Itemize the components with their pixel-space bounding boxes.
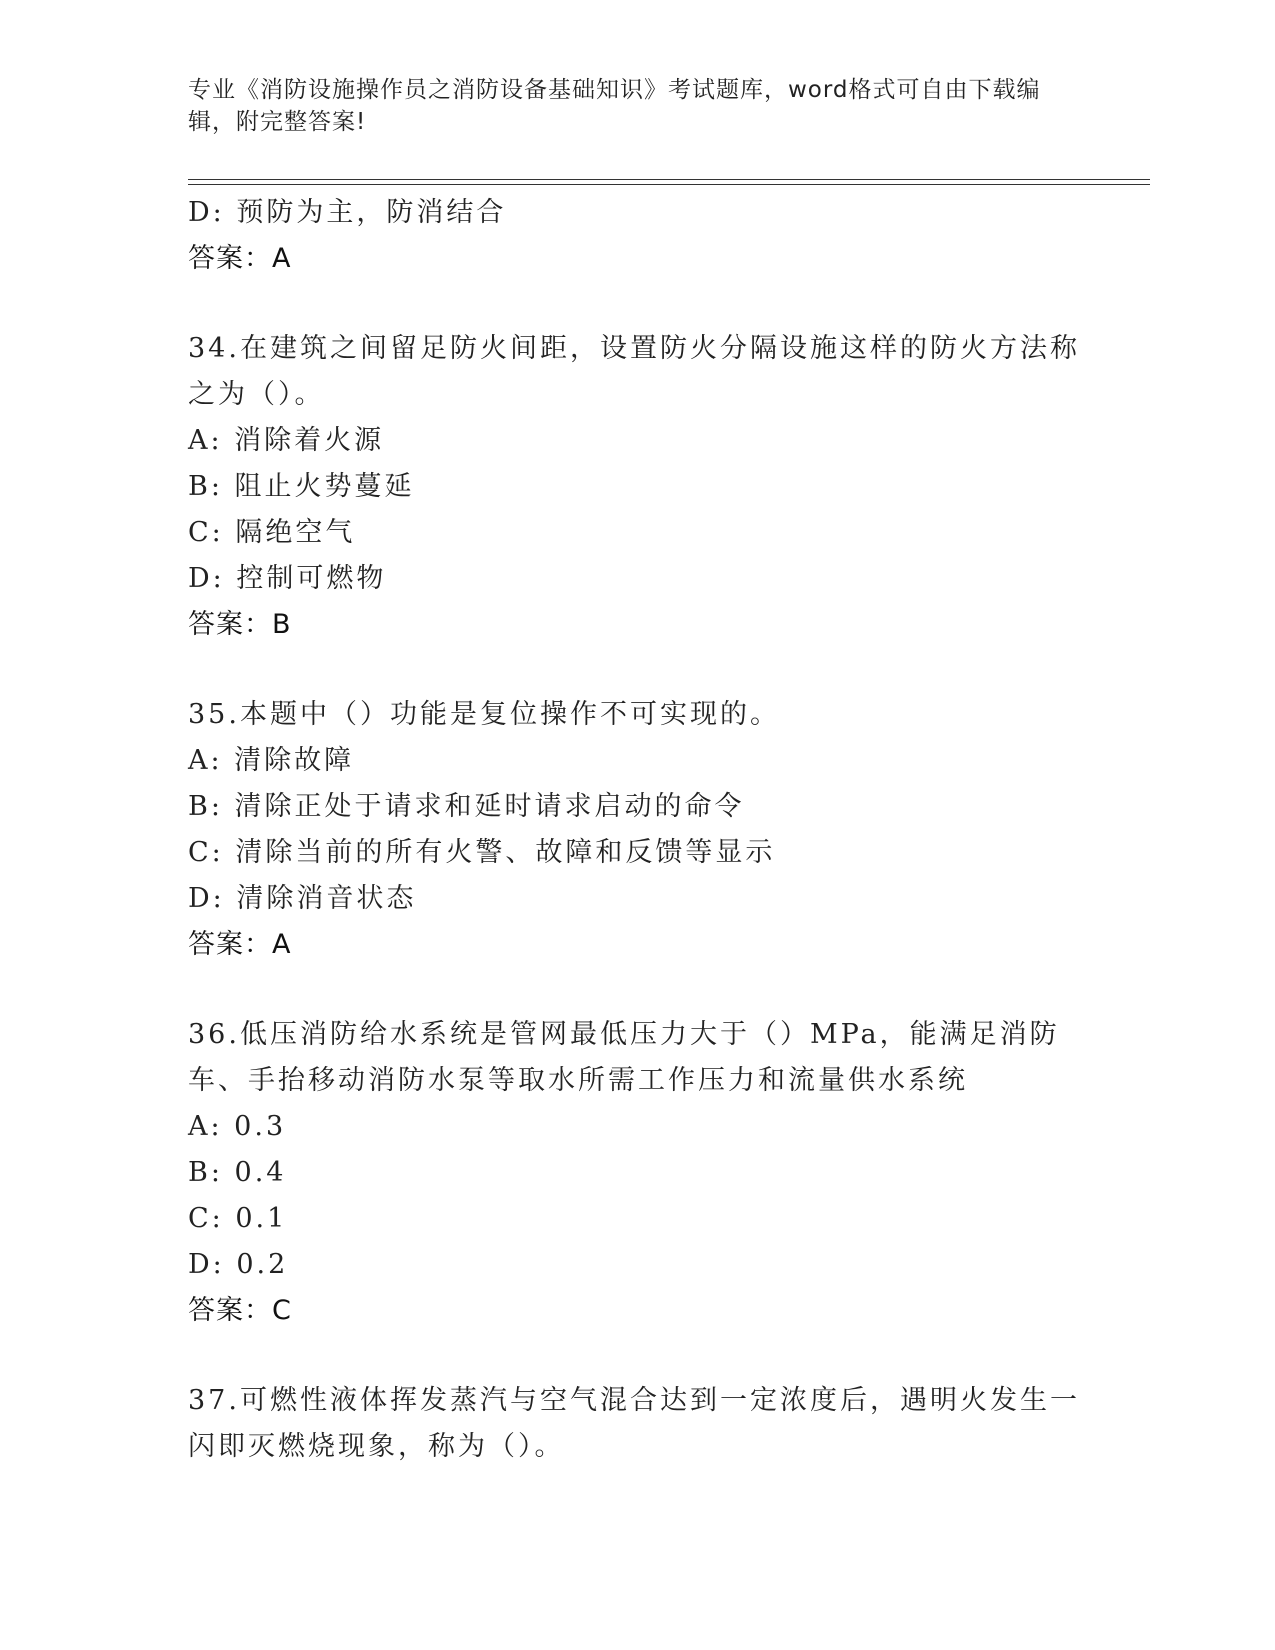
question-stem: 34.在建筑之间留足防火间距，设置防火分隔设施这样的防火方法称之为（）。 — [188, 333, 1080, 410]
option-a: A: 0.3 — [188, 1111, 287, 1142]
option-c: C: 清除当前的所有火警、故障和反馈等显示 — [188, 837, 776, 868]
option-a: A: 清除故障 — [188, 745, 355, 776]
header-divider-top — [188, 179, 1150, 180]
question-35 — [188, 692, 1088, 968]
option-a: A: 消除着火源 — [188, 425, 385, 456]
prev-option-d: D: 预防为主，防消结合 — [188, 197, 507, 228]
option-c: C: 隔绝空气 — [188, 517, 356, 548]
question-36 — [188, 1012, 1088, 1334]
option-d: D: 清除消音状态 — [188, 883, 417, 914]
answer: 答案：B — [188, 609, 292, 640]
question-stem: 35.本题中（）功能是复位操作不可实现的。 — [188, 699, 780, 730]
option-b: B: 清除正处于请求和延时请求启动的命令 — [188, 791, 745, 822]
question-stem: 36.低压消防给水系统是管网最低压力大于（）MPa，能满足消防车、手抬移动消防水泵等取水所需工作压力和流量供水系统 — [188, 1019, 1060, 1096]
question-37 — [188, 1378, 1088, 1470]
answer: 答案：A — [188, 929, 292, 960]
question-34 — [188, 326, 1088, 648]
option-b: B: 0.4 — [188, 1157, 287, 1188]
question-list — [188, 190, 1088, 1470]
header-divider-bottom — [188, 184, 1150, 185]
document-header: 专业《消防设施操作员之消防设备基础知识》考试题库，word格式可自由下载编辑，附完整答案! — [188, 77, 1041, 135]
option-b: B: 阻止火势蔓延 — [188, 471, 415, 502]
option-c: C: 0.1 — [188, 1203, 288, 1234]
answer: 答案：C — [188, 1295, 292, 1326]
option-d: D: 控制可燃物 — [188, 563, 387, 594]
option-d: D: 0.2 — [188, 1249, 289, 1280]
prev-answer: 答案：A — [188, 243, 292, 274]
question-stem: 37.可燃性液体挥发蒸汽与空气混合达到一定浓度后，遇明火发生一闪即灭燃烧现象，称为（）。 — [188, 1385, 1080, 1462]
